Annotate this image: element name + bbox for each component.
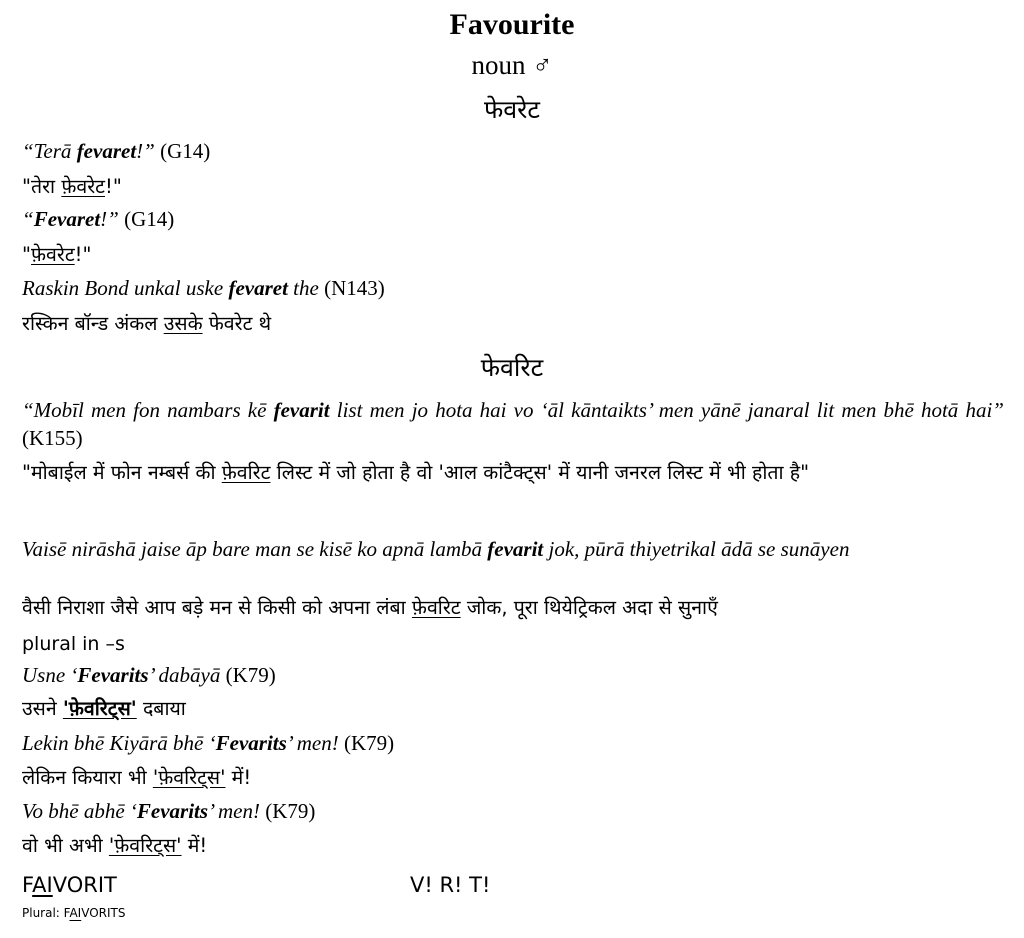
- transliteration-line: Lekin bhē Kiyārā bhē ‘Fevarits’ men! (K79): [22, 731, 395, 755]
- hindi-line: "फ़ेवरेट!": [22, 243, 92, 266]
- hindi-line: वो भी अभी 'फ़ेवरिट्स' में!: [22, 834, 208, 857]
- hindi-line: रस्किन बॉन्ड अंकल उसके फेवरेट थे: [22, 312, 272, 335]
- plural-note: plural in –s: [22, 633, 125, 655]
- transliteration-line: Raskin Bond unkal uske fevaret the (N143): [22, 276, 385, 300]
- section-heading-fevarit: फेवरिट: [480, 353, 544, 382]
- transliteration-line: Usne ‘Fevarits’ dabāyā (K79): [22, 663, 276, 687]
- part-of-speech: noun ♂: [471, 50, 553, 80]
- dialect-plural: Plural: FAIVORITS: [22, 906, 126, 920]
- dialect-glyphs: V! R! T!: [410, 873, 491, 897]
- hindi-line: "मोबाईल में फोन नम्बर्स की फ़ेवरिट लिस्ट में जो होता है वो 'आल कांटैक्ट्स' में यानी जनरल लिस्ट में भी होता है": [22, 461, 810, 484]
- transliteration-line: “Fevaret!” (G14): [22, 207, 175, 231]
- headword: Favourite: [449, 8, 575, 41]
- transliteration-line: “Mobīl men fon nambars kē fevarit list men jo hota hai vo ‘āl kāntaikts’ men yānē janaral lit men bhē hotā hai” (K155): [22, 398, 1004, 450]
- transliteration-line: Vaisē nirāshā jaise āp bare man se kisē ko apnā lambā fevarit jok, pūrā thiyetrikal ādā se sunāyen: [22, 537, 850, 561]
- transliteration-line: “Terā fevaret!” (G14): [22, 139, 211, 163]
- hindi-line: वैसी निराशा जैसे आप बड़े मन से किसी को अपना लंबा फ़ेवरिट जोक, पूरा थियेट्रिकल अदा से सुनाएँ: [22, 596, 718, 619]
- section-heading-fevaret: फेवरेट: [483, 95, 540, 124]
- dialect-spelling: FAIVORIT: [22, 873, 117, 897]
- hindi-line: उसने 'फ़ेवरिट्स' दबाया: [22, 697, 186, 720]
- transliteration-line: Vo bhē abhē ‘Fevarits’ men! (K79): [22, 799, 316, 823]
- hindi-line: "तेरा फ़ेवरेट!": [22, 175, 122, 198]
- hindi-line: लेकिन कियारा भी 'फ़ेवरिट्स' में!: [22, 766, 252, 789]
